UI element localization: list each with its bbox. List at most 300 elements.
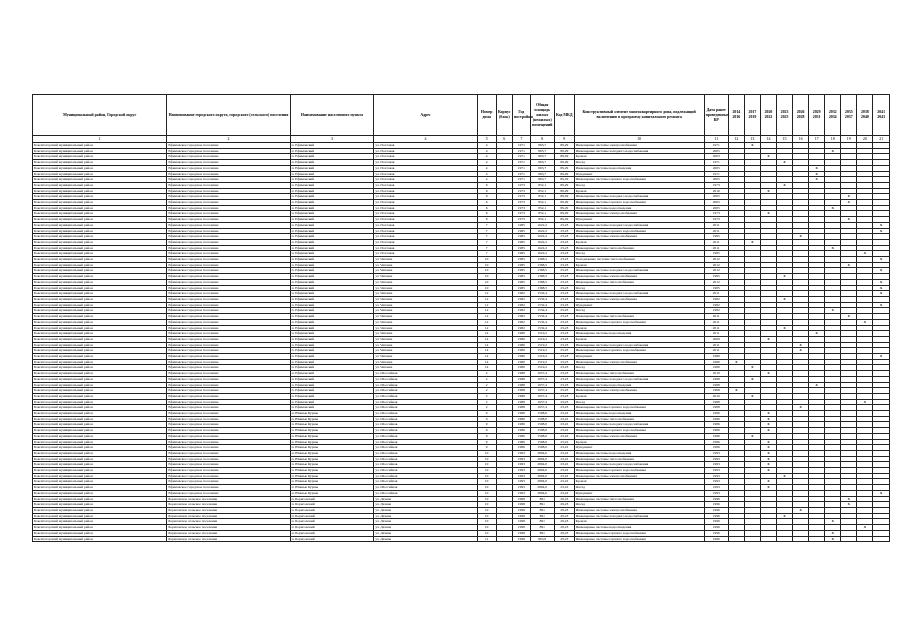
column-header: 2014 2016 (728, 95, 744, 136)
prior-repair-date-cell: 2005 (704, 194, 728, 200)
locality-cell: п. Ефимовский (290, 354, 374, 360)
locality-cell: п. Южные Курмы (290, 473, 374, 479)
area-cell: 1519,2 (530, 342, 554, 348)
element-cell: Инженерные системы теплоснабжения (574, 314, 704, 320)
year-built-cell: 1988 (513, 393, 531, 399)
locality-cell: п. Ефимовский (290, 388, 374, 394)
locality-cell: п. Южные Курмы (290, 456, 374, 462)
locality-cell: п. Борисовский (290, 530, 374, 536)
district-cell: Бокситогорский муниципальный район (33, 285, 167, 291)
prior-repair-date-cell: 1985 (704, 274, 728, 280)
area-cell: 1508,0 (530, 439, 554, 445)
mkd-code-cell: 23,23 (554, 331, 574, 337)
year-built-cell: 1971 (513, 154, 531, 160)
district-cell: Бокситогорский муниципальный район (33, 354, 167, 360)
element-cell: Инженерные системы горячего водоснабжения (574, 228, 704, 234)
house-number-cell: 7 (477, 222, 496, 228)
period-mark: X (873, 302, 890, 308)
area-cell: 891 (530, 496, 554, 502)
element-cell: Инженерные системы горячего водоснабжения (574, 177, 704, 183)
locality-cell: п. Ефимовский (290, 251, 374, 257)
block-cell (496, 536, 513, 542)
year-built-cell: 1986 (513, 422, 531, 428)
year-built-cell: 1985 (513, 222, 531, 228)
year-built-cell: 1998 (513, 496, 531, 502)
locality-cell: п. Ефимовский (290, 200, 374, 206)
address-cell: ул. Почтовая (374, 165, 477, 171)
period-mark: X (744, 365, 760, 371)
mkd-code-cell: 23,23 (554, 348, 574, 354)
period-mark: X (793, 405, 809, 411)
prior-repair-date-cell: 1980 (704, 354, 728, 360)
house-number-cell: 10 (477, 257, 496, 263)
address-cell: ул. Чапаева (374, 354, 477, 360)
house-number-cell: 2 (477, 405, 496, 411)
locality-cell: п. Южные Курмы (290, 485, 374, 491)
address-cell: ул. Чапаева (374, 291, 477, 297)
house-number-cell: 2 (477, 393, 496, 399)
district-cell: Бокситогорский муниципальный район (33, 519, 167, 525)
settlement-cell: Борисовское сельское поселение (167, 525, 290, 531)
column-header: 2023 2025 (776, 95, 792, 136)
mkd-code-cell: 23,23 (554, 296, 574, 302)
year-built-cell: 1980 (513, 348, 531, 354)
element-cell: Инженерные системы горячего водоснабжения (574, 348, 704, 354)
year-built-cell: 1998 (513, 536, 531, 542)
column-header: Адрес (374, 95, 477, 136)
prior-repair-date-cell: 2011 (704, 239, 728, 245)
locality-cell: п. Ефимовский (290, 308, 374, 314)
district-cell: Бокситогорский муниципальный район (33, 274, 167, 280)
period-mark: X (841, 262, 857, 268)
district-cell: Бокситогорский муниципальный район (33, 428, 167, 434)
locality-cell: п. Ефимовский (290, 188, 374, 194)
area-cell: 2894,0 (530, 450, 554, 456)
column-number: 18 (825, 136, 841, 143)
address-cell: ул. Чапаева (374, 319, 477, 325)
address-cell: ул. Почтовая (374, 171, 477, 177)
period-mark: X (776, 296, 792, 302)
prior-repair-date-cell: 1996 (704, 519, 728, 525)
prior-repair-date-cell: 1986 (704, 411, 728, 417)
period-mark: X (793, 348, 809, 354)
settlement-cell: Ефимовское городское поселение (167, 331, 290, 337)
locality-cell: п. Ефимовский (290, 211, 374, 217)
mkd-code-cell: 23,23 (554, 319, 574, 325)
element-cell: Инженерные системы холодного водоснабжения (574, 268, 704, 274)
district-cell: Бокситогорский муниципальный район (33, 411, 167, 417)
period-cell (841, 536, 857, 542)
area-cell: 863,7 (530, 160, 554, 166)
house-number-cell: 4 (477, 160, 496, 166)
prior-repair-date-cell: 2011 (704, 228, 728, 234)
period-mark: X (793, 508, 809, 514)
year-built-cell: 1971 (513, 177, 531, 183)
area-cell: 891 (530, 508, 554, 514)
mkd-code-cell: 23,22 (554, 439, 574, 445)
district-cell: Бокситогорский муниципальный район (33, 308, 167, 314)
locality-cell: п. Борисовский (290, 525, 374, 531)
locality-cell: п. Ефимовский (290, 177, 374, 183)
district-cell: Бокситогорский муниципальный район (33, 348, 167, 354)
period-mark: X (825, 536, 841, 542)
district-cell: Бокситогорский муниципальный район (33, 508, 167, 514)
area-cell: 863,8 (530, 536, 554, 542)
prior-repair-date-cell: 2011 (704, 245, 728, 251)
area-cell: 1622,2 (530, 245, 554, 251)
address-cell: ул. Шоссейная (374, 411, 477, 417)
mkd-code-cell: 23,22 (554, 428, 574, 434)
mkd-code-cell: 23,22 (554, 445, 574, 451)
table-header-row (33, 95, 890, 136)
settlement-cell: Ефимовское городское поселение (167, 382, 290, 388)
locality-cell: п. Южные Курмы (290, 428, 374, 434)
prior-repair-date-cell: 1982 (704, 308, 728, 314)
area-cell: 852,1 (530, 182, 554, 188)
mkd-code-cell: 23,23 (554, 388, 574, 394)
settlement-cell: Ефимовское городское поселение (167, 308, 290, 314)
settlement-cell: Ефимовское городское поселение (167, 279, 290, 285)
mkd-code-cell: 89,29 (554, 211, 574, 217)
district-cell: Бокситогорский муниципальный район (33, 319, 167, 325)
area-cell: 2894,0 (530, 456, 554, 462)
mkd-code-cell: 23,23 (554, 314, 574, 320)
address-cell: ул. Почтовая (374, 160, 477, 166)
settlement-cell: Ефимовское городское поселение (167, 274, 290, 280)
year-built-cell: 1985 (513, 262, 531, 268)
house-number-cell: 10 (477, 530, 496, 536)
locality-cell: п. Ефимовский (290, 228, 374, 234)
locality-cell: п. Ефимовский (290, 342, 374, 348)
year-built-cell: 1998 (513, 519, 531, 525)
district-cell: Бокситогорский муниципальный район (33, 251, 167, 257)
element-cell: Инженерные системы электроснабжения (574, 473, 704, 479)
mkd-code-cell: 23,23 (554, 291, 574, 297)
address-cell: ул. Чапаева (374, 302, 477, 308)
area-cell: 1368,5 (530, 268, 554, 274)
element-cell: Инженерные системы электроснабжения (574, 359, 704, 365)
area-cell: 1508,0 (530, 422, 554, 428)
year-built-cell: 1993 (513, 473, 531, 479)
area-cell: 863,7 (530, 148, 554, 154)
column-header: 2020 2022 (760, 95, 776, 136)
prior-repair-date-cell: 2005 (704, 148, 728, 154)
settlement-cell: Ефимовское городское поселение (167, 228, 290, 234)
prior-repair-date-cell: 2010 (704, 393, 728, 399)
district-cell: Бокситогорский муниципальный район (33, 536, 167, 542)
element-cell: Кровля (574, 439, 704, 445)
house-number-cell: 9 (477, 445, 496, 451)
settlement-cell: Ефимовское городское поселение (167, 285, 290, 291)
table-row (33, 536, 890, 542)
locality-cell: п. Ефимовский (290, 160, 374, 166)
locality-cell: п. Ефимовский (290, 171, 374, 177)
column-number: 16 (793, 136, 809, 143)
area-cell: 891 (530, 513, 554, 519)
settlement-cell: Ефимовское городское поселение (167, 433, 290, 439)
area-cell: 1657,4 (530, 393, 554, 399)
prior-repair-date-cell: 1973 (704, 217, 728, 223)
repair-program-table (32, 94, 890, 542)
settlement-cell: Ефимовское городское поселение (167, 211, 290, 217)
house-number-cell: 6 (477, 217, 496, 223)
area-cell: 852,1 (530, 217, 554, 223)
year-built-cell: 1973 (513, 211, 531, 217)
element-cell: Инженерные системы горячего водоснабжения (574, 200, 704, 206)
mkd-code-cell: 23,23 (554, 239, 574, 245)
district-cell: Бокситогорский муниципальный район (33, 456, 167, 462)
element-cell: Инженерные системы теплоснабжения (574, 456, 704, 462)
mkd-code-cell: 89,29 (554, 171, 574, 177)
settlement-cell: Ефимовское городское поселение (167, 177, 290, 183)
period-mark: X (873, 291, 890, 297)
year-built-cell: 1982 (513, 314, 531, 320)
element-cell: Инженерные системы холодного водоснабжения (574, 342, 704, 348)
locality-cell: п. Ефимовский (290, 148, 374, 154)
district-cell: Бокситогорский муниципальный район (33, 450, 167, 456)
prior-repair-date-cell: 1986 (704, 445, 728, 451)
element-cell: Фасад (574, 399, 704, 405)
area-cell: 1368,5 (530, 279, 554, 285)
period-mark: X (744, 433, 760, 439)
year-built-cell: 1993 (513, 485, 531, 491)
locality-cell: п. Ефимовский (290, 371, 374, 377)
house-number-cell: 9 (477, 428, 496, 434)
element-cell: Инженерные системы холодного водоснабжения (574, 462, 704, 468)
area-cell: 891 (530, 530, 554, 536)
district-cell: Бокситогорский муниципальный район (33, 485, 167, 491)
period-mark: X (760, 188, 776, 194)
area-cell: 1532,4 (530, 319, 554, 325)
period-cell (760, 536, 776, 542)
district-cell: Бокситогорский муниципальный район (33, 342, 167, 348)
prior-repair-date-cell: 2005 (704, 205, 728, 211)
year-built-cell: 1971 (513, 171, 531, 177)
settlement-cell: Ефимовское городское поселение (167, 302, 290, 308)
period-mark: X (841, 200, 857, 206)
house-number-cell: 7 (477, 228, 496, 234)
settlement-cell: Ефимовское городское поселение (167, 479, 290, 485)
period-mark: X (857, 399, 873, 405)
period-mark: X (760, 411, 776, 417)
address-cell: ул. Дачная (374, 519, 477, 525)
area-cell: 852,1 (530, 211, 554, 217)
period-mark: X (776, 325, 792, 331)
mkd-code-cell: 23,23 (554, 274, 574, 280)
element-cell: Инженерные системы теплоснабжения (574, 245, 704, 251)
address-cell: ул. Шоссейная (374, 490, 477, 496)
area-cell: 1657,4 (530, 382, 554, 388)
address-cell: ул. Чапаева (374, 342, 477, 348)
settlement-cell: Ефимовское городское поселение (167, 468, 290, 474)
period-mark: X (841, 194, 857, 200)
locality-cell: п. Ефимовский (290, 182, 374, 188)
district-cell: Бокситогорский муниципальный район (33, 205, 167, 211)
address-cell: ул. Шоссейная (374, 393, 477, 399)
element-cell: Фасад (574, 285, 704, 291)
locality-cell: п. Ефимовский (290, 234, 374, 240)
locality-cell: п. Южные Курмы (290, 468, 374, 474)
address-cell: ул. Почтовая (374, 143, 477, 149)
table-body (33, 143, 890, 542)
period-mark: X (776, 182, 792, 188)
locality-cell: п. Ефимовский (290, 376, 374, 382)
mkd-code-cell: 89,29 (554, 154, 574, 160)
year-built-cell: 1998 (513, 530, 531, 536)
settlement-cell: Ефимовское городское поселение (167, 354, 290, 360)
prior-repair-date-cell: 2012 (704, 262, 728, 268)
mkd-code-cell: 23,22 (554, 468, 574, 474)
settlement-cell: Ефимовское городское поселение (167, 473, 290, 479)
element-cell: Кровля (574, 393, 704, 399)
mkd-code-cell: 89,29 (554, 205, 574, 211)
prior-repair-date-cell: 1986 (704, 422, 728, 428)
house-number-cell: 14 (477, 336, 496, 342)
period-mark: X (825, 245, 841, 251)
mkd-code-cell: 23,23 (554, 342, 574, 348)
period-mark: X (793, 234, 809, 240)
area-cell: 1657,4 (530, 376, 554, 382)
period-mark: X (760, 439, 776, 445)
area-cell: 1519,2 (530, 331, 554, 337)
year-built-cell: 1993 (513, 490, 531, 496)
prior-repair-date-cell: 2011 (704, 331, 728, 337)
settlement-cell: Ефимовское городское поселение (167, 371, 290, 377)
area-cell: 891 (530, 502, 554, 508)
mkd-code-cell: 29,23 (554, 519, 574, 525)
period-mark: X (776, 274, 792, 280)
district-cell: Бокситогорский муниципальный район (33, 371, 167, 377)
house-number-cell: 10 (477, 468, 496, 474)
prior-repair-date-cell: 1982 (704, 302, 728, 308)
district-cell: Бокситогорский муниципальный район (33, 239, 167, 245)
locality-cell: п. Ефимовский (290, 382, 374, 388)
address-cell: ул. Шоссейная (374, 450, 477, 456)
mkd-code-cell: 29,23 (554, 496, 574, 502)
house-number-cell: 11 (477, 536, 496, 542)
settlement-cell: Ефимовское городское поселение (167, 416, 290, 422)
house-number-cell: 10 (477, 479, 496, 485)
element-cell: Инженерные системы водоотведения (574, 205, 704, 211)
settlement-cell: Ефимовское городское поселение (167, 217, 290, 223)
period-cell (776, 536, 792, 542)
element-cell: Инженерные системы холодного водоснабжения (574, 194, 704, 200)
period-mark: X (728, 359, 744, 365)
period-mark: X (760, 428, 776, 434)
house-number-cell: 6 (477, 194, 496, 200)
locality-cell: п. Ефимовский (290, 154, 374, 160)
district-cell: Бокситогорский муниципальный район (33, 262, 167, 268)
element-cell: Инженерные системы горячего водоснабжения (574, 428, 704, 434)
district-cell: Бокситогорский муниципальный район (33, 245, 167, 251)
locality-cell: п. Борисовский (290, 508, 374, 514)
house-number-cell: 6 (477, 188, 496, 194)
address-cell: ул. Почтовая (374, 228, 477, 234)
area-cell: 1519,2 (530, 365, 554, 371)
settlement-cell: Ефимовское городское поселение (167, 165, 290, 171)
period-mark: X (825, 530, 841, 536)
area-cell: 2894,0 (530, 468, 554, 474)
period-mark: X (873, 285, 890, 291)
area-cell: 1657,4 (530, 399, 554, 405)
element-cell: Кровля (574, 519, 704, 525)
mkd-code-cell: 23,23 (554, 336, 574, 342)
column-header: 2041 2043 (873, 95, 890, 136)
area-cell: 863,7 (530, 171, 554, 177)
locality-cell: п. Борисовский (290, 536, 374, 542)
element-cell: Инженерные системы теплоснабжения (574, 371, 704, 377)
column-header: 2017 2019 (744, 95, 760, 136)
period-mark: X (744, 143, 760, 149)
element-cell: Холодильные системы теплоснабжения (574, 257, 704, 263)
period-mark: X (825, 519, 841, 525)
locality-cell: п. Ефимовский (290, 325, 374, 331)
district-cell: Бокситогорский муниципальный район (33, 388, 167, 394)
district-cell: Бокситогорский муниципальный район (33, 336, 167, 342)
mkd-code-cell: 23,22 (554, 490, 574, 496)
prior-repair-date-cell: 1988 (704, 399, 728, 405)
house-number-cell: 10 (477, 490, 496, 496)
element-cell: Фасад (574, 485, 704, 491)
element-cell: Фундамент (574, 302, 704, 308)
district-cell: Бокситогорский муниципальный район (33, 393, 167, 399)
year-built-cell: 1993 (513, 450, 531, 456)
mkd-code-cell: 23,23 (554, 245, 574, 251)
address-cell: ул. Чапаева (374, 268, 477, 274)
house-number-cell: 4 (477, 177, 496, 183)
locality-cell: п. Южные Курмы (290, 416, 374, 422)
area-cell: 863,7 (530, 143, 554, 149)
year-built-cell: 1985 (513, 245, 531, 251)
column-number: 4 (374, 136, 477, 143)
year-built-cell: 1982 (513, 302, 531, 308)
district-cell: Бокситогорский муниципальный район (33, 154, 167, 160)
mkd-code-cell: 89,29 (554, 194, 574, 200)
settlement-cell: Ефимовское городское поселение (167, 205, 290, 211)
district-cell: Бокситогорский муниципальный район (33, 165, 167, 171)
period-mark: X (809, 165, 825, 171)
column-number: 12 (728, 136, 744, 143)
house-number-cell: 10 (477, 274, 496, 280)
settlement-cell: Ефимовское городское поселение (167, 268, 290, 274)
house-number-cell: 10 (477, 508, 496, 514)
element-cell: Фасад (574, 502, 704, 508)
settlement-cell: Ефимовское городское поселение (167, 319, 290, 325)
area-cell: 2894,0 (530, 479, 554, 485)
period-mark: X (760, 468, 776, 474)
area-cell: 863,7 (530, 154, 554, 160)
area-cell: 1622,2 (530, 228, 554, 234)
year-built-cell: 1971 (513, 148, 531, 154)
house-number-cell: 12 (477, 314, 496, 320)
column-header: 2032 2034 (825, 95, 841, 136)
prior-repair-date-cell: 2003 (704, 154, 728, 160)
column-number: 13 (744, 136, 760, 143)
district-cell: Бокситогорский муниципальный район (33, 530, 167, 536)
house-number-cell: 14 (477, 342, 496, 348)
district-cell: Бокситогорский муниципальный район (33, 177, 167, 183)
district-cell: Бокситогорский муниципальный район (33, 302, 167, 308)
column-number: 9 (554, 136, 574, 143)
house-number-cell: 9 (477, 433, 496, 439)
period-mark: X (760, 462, 776, 468)
period-cell (857, 536, 873, 542)
area-cell: 852,1 (530, 188, 554, 194)
mkd-code-cell: 89,29 (554, 143, 574, 149)
address-cell: ул. Почтовая (374, 194, 477, 200)
house-number-cell: 10 (477, 519, 496, 525)
address-cell: ул. Почтовая (374, 205, 477, 211)
